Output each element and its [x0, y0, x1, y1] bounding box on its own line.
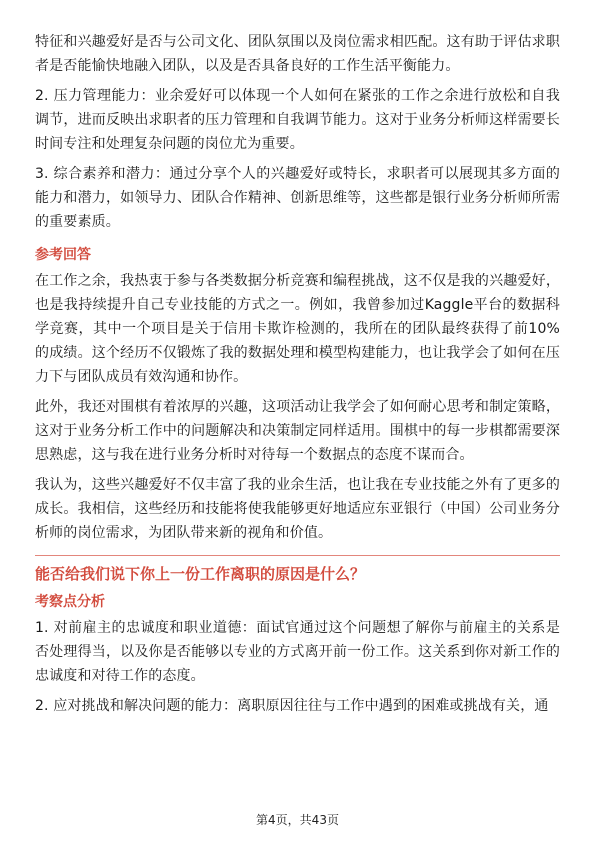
question-point-2: 2. 应对挑战和解决问题的能力：离职原因往往与工作中遇到的困难或挑战有关，通 — [35, 698, 549, 714]
continuation-paragraph: 特征和兴趣爱好是否与公司文化、团队氛围以及岗位需求相匹配。这有助于评估求职者是否能愉快地融入团队，以及是否具备良好的工作生活平衡能力。 — [35, 34, 560, 74]
analysis-point-3: 3. 综合素养和潜力：通过分享个人的兴趣爱好或特长，求职者可以展现其多方面的能力和潜力，如领导力、团队合作精神、创新思维等，这些都是银行业务分析师所需的重要素质。 — [35, 166, 560, 230]
answer-paragraph-2: 此外，我还对围棋有着浓厚的兴趣，这项活动让我学会了如何耐心思考和制定策略，这对于业务分析工作中的问题解决和决策制定同样适用。围棋中的每一步棋都需要深思熟虑，这与我在进行业务分析时对待每一个数据点的态度不谋而合。 — [35, 399, 560, 463]
answer-paragraph-3: 我认为，这些兴趣爱好不仅丰富了我的业余生活，也让我在专业技能之外有了更多的成长。我相信，这些经历和技能将使我能够更好地适应东亚银行（中国）公司业务分析师的岗位需求，为团队带来新的视角和价值。 — [35, 477, 560, 541]
question-title: 能否给我们说下你上一份工作离职的原因是什么？ — [35, 565, 366, 583]
page-footer: 第4页，共43页 — [256, 813, 339, 827]
analysis-point-2: 2. 压力管理能力：业余爱好可以体现一个人如何在紧张的工作之余进行放松和自我调节，进而反映出求职者的压力管理和自我调节能力。这对于业务分析师这样需要长时间专注和处理复杂问题的岗位尤为重要。 — [35, 88, 560, 152]
analysis-heading: 考察点分析 — [35, 594, 105, 610]
answer-paragraph-1: 在工作之余，我热衷于参与各类数据分析竞赛和编程挑战，这不仅是我的兴趣爱好，也是我持续提升自己专业技能的方式之一。例如，我曾参加过Kaggle平台的数据科学竞赛，其中一个项目是关于信用卡欺诈检测的，我所在的团队最终获得了前10%的成绩。这个经历不仅锻炼了我的数据处理和模型构建能力，也让我学会了如何在压力下与团队成员有效沟通和协作。 — [35, 273, 560, 385]
reference-answer-heading: 参考回答 — [35, 247, 91, 263]
question-point-1: 1. 对前雇主的忠诚度和职业道德：面试官通过这个问题想了解你与前雇主的关系是否处理得当，以及你是否能够以专业的方式离开前一份工作。这关系到你对新工作的忠诚度和对待工作的态度。 — [35, 620, 560, 684]
document-page — [35, 30, 560, 718]
